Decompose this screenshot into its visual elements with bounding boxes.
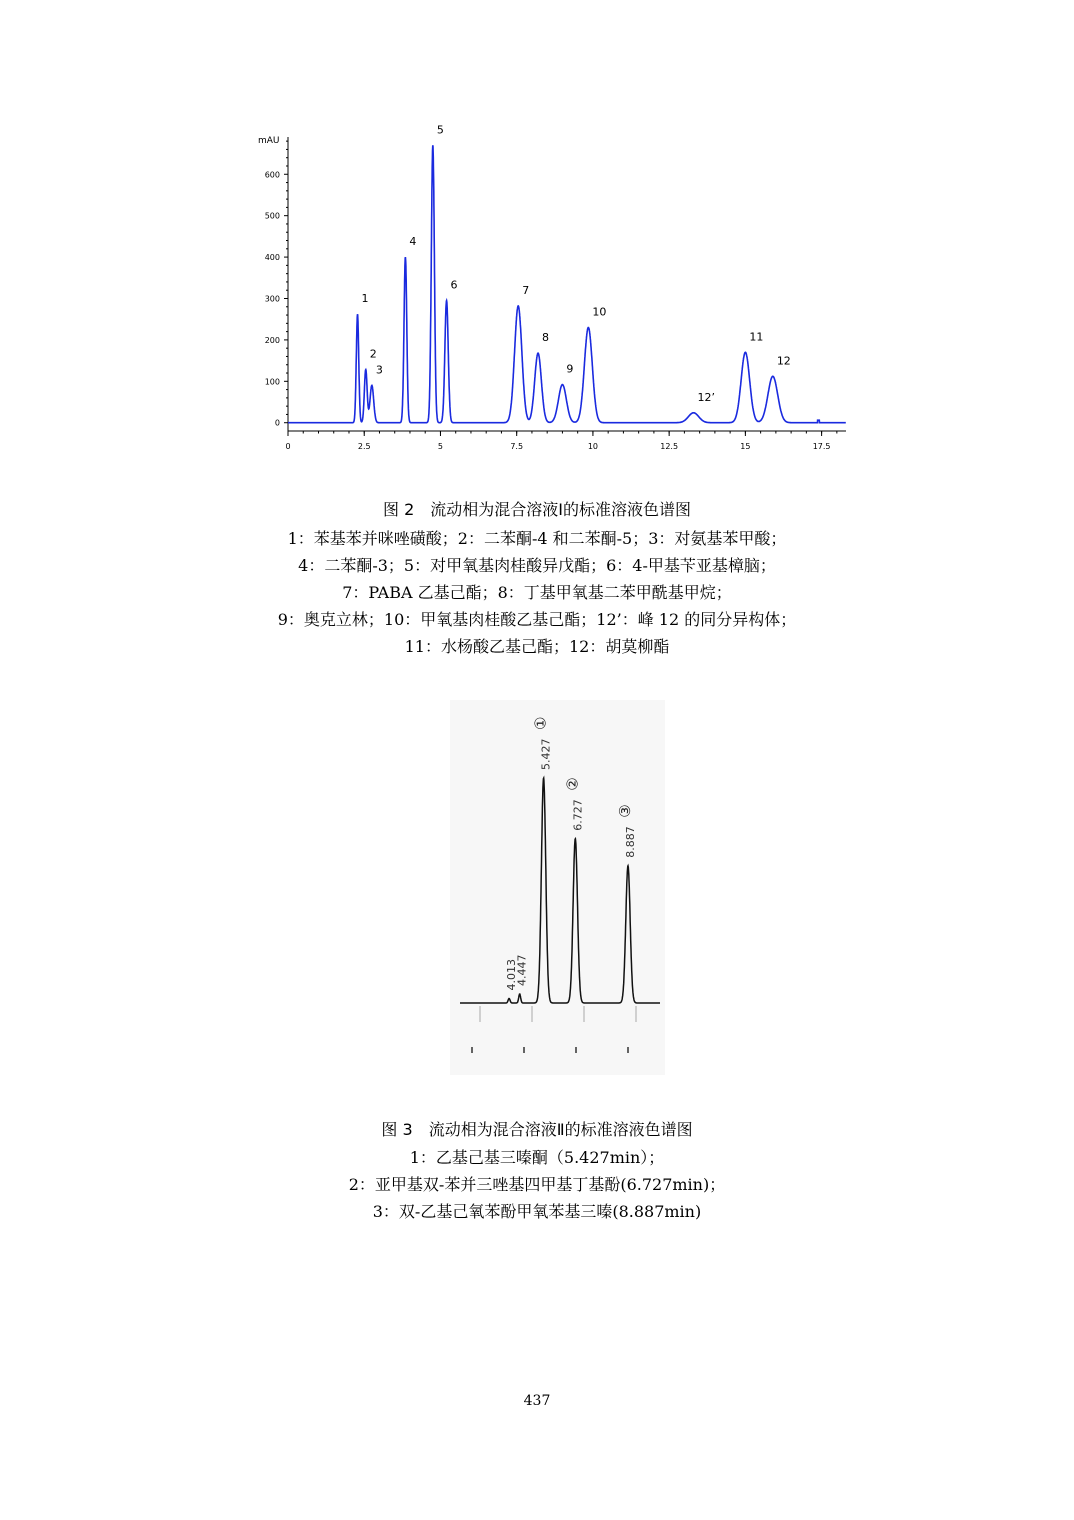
page-number: 437: [523, 1393, 551, 1409]
figure-3-caption: 图 3 流动相为混合溶液Ⅱ的标准溶液色谱图: [381, 1120, 693, 1139]
peak-rt-label: 5.427: [539, 738, 553, 770]
x-tick-label: 10: [587, 442, 599, 451]
peak-rt-label: 4.013: [505, 959, 519, 991]
figure-3-chromatogram: [450, 700, 665, 1075]
peak-label: 12’: [697, 390, 716, 404]
x-tick-label: 17.5: [812, 442, 831, 451]
x-tick-label: 12.5: [660, 442, 679, 451]
tick-labels: [265, 170, 831, 451]
legend-line: 7：PABA 乙基己酯；8：丁基甲氧基二苯甲酰基甲烷；: [342, 583, 732, 602]
x-tick-label: 7.5: [510, 442, 524, 451]
peak-annotation: ①: [531, 716, 550, 730]
figure-2-caption-block: [0, 498, 1074, 660]
y-tick-label: 600: [264, 170, 280, 180]
y-tick-label: 200: [264, 335, 280, 345]
legend-line: 2：亚甲基双-苯并三唑基四甲基丁基酚(6.727min)；: [348, 1175, 726, 1194]
y-tick-label: 100: [264, 377, 280, 387]
figure-3-caption-block: [0, 1118, 1074, 1225]
peak-label: 7: [522, 283, 530, 297]
peak-label: 9: [566, 362, 574, 376]
figure-3-legend: [0, 1144, 1074, 1225]
legend-line: 1：苯基苯并咪唑磺酸；2：二苯酮-4 和二苯酮-5；3：对氨基苯甲酸；: [287, 529, 787, 548]
y-tick-label: 0: [274, 418, 280, 428]
legend-line: 1：乙基己基三嗪酮（5.427min）；: [409, 1148, 665, 1167]
peak-label: 8: [542, 331, 550, 345]
peak-label: 12: [776, 354, 791, 368]
peak-label: 1: [361, 292, 369, 306]
figure-2-chromatogram: [250, 125, 860, 465]
legend-line: 9：奥克立林；10：甲氧基肉桂酸乙基己酯；12’：峰 12 的同分异构体；: [277, 610, 797, 629]
peak-label: 10: [592, 305, 607, 319]
peak-rt-label: 8.887: [623, 826, 637, 858]
chromatogram-trace: [288, 145, 846, 422]
legend-line: 3：双-乙基己氧苯酚甲氧苯基三嗪(8.887min): [372, 1202, 702, 1221]
y-axis-label: mAU: [258, 136, 280, 146]
legend-line: 11：水杨酸乙基己酯；12：胡莫柳酯: [404, 637, 670, 656]
peak-label: 2: [369, 347, 377, 361]
peak-label: 5: [436, 125, 444, 137]
figure-2-legend: [0, 525, 1074, 660]
peak-labels: [362, 125, 791, 404]
peak-label: 3: [375, 363, 383, 377]
peak-annotation: ②: [563, 777, 582, 791]
legend-line: 4：二苯酮-3；5：对甲氧基肉桂酸异戊酯；6：4-甲基苄亚基樟脑；: [298, 556, 776, 575]
x-tick-label: 2.5: [357, 442, 371, 451]
peak-label: 6: [450, 278, 458, 292]
y-tick-label: 400: [264, 253, 280, 263]
x-tick-label: 5: [437, 442, 444, 451]
peak-label: 11: [749, 330, 764, 344]
figure-2-caption: 图 2 流动相为混合溶液Ⅰ的标准溶液色谱图: [383, 500, 691, 519]
y-tick-label: 500: [264, 211, 280, 221]
x-tick-label: 0: [285, 442, 291, 451]
peak-rt-label: 6.727: [571, 799, 585, 831]
peak-label: 4: [409, 235, 417, 249]
y-tick-label: 300: [264, 294, 280, 304]
peak-annotation: ③: [615, 804, 634, 818]
peak-rt-label: 4.447: [515, 954, 529, 986]
x-tick-label: 15: [740, 442, 751, 451]
